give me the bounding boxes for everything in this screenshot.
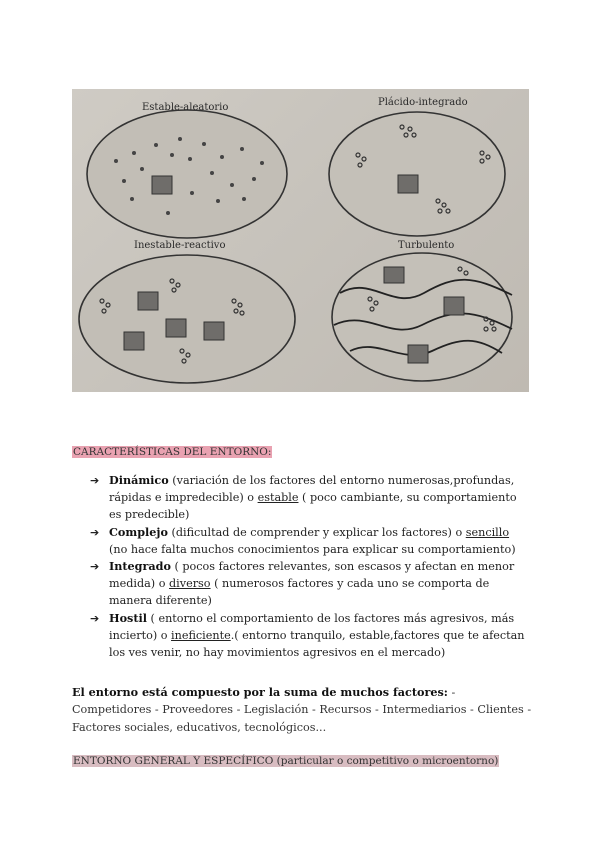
term: Complejo [109,524,168,539]
item-text: ( numerosos factores y cada uno se comporta de manera diferente) [109,577,490,608]
alt-term: sencillo [465,525,510,539]
square-tr [398,175,418,193]
arrow-icon: ➔ [90,474,100,487]
item-text: ( poco cambiante, su comportamiento es predecible) [109,491,517,522]
term: Dinámico [109,473,169,487]
alt-term: ineficiente [171,628,231,642]
label-placido-integrado: Plácido-integrado [378,97,468,108]
environment-types-diagram [72,89,529,392]
label-estable-aleatorio: Estable-aleatorio [142,102,229,113]
paragraph-lead: El entorno está compuesto por la suma de muchos factores: [72,685,448,699]
characteristics-list [90,472,530,661]
list-item [90,558,530,610]
item-text: ( pocos factores relevantes, son escasos y afectan en menor medida) o [109,560,515,591]
paragraph-rest: - Competidores - Proveedores - Legislación - Recursos - Intermediarios - Clientes - Factores sociales, educativos, tecnológicos... [72,686,532,734]
ellipse-inestable-reactivo [79,255,295,383]
section-heading-caracteristicas: CARACTERÍSTICAS DEL ENTORNO: [73,446,272,458]
ellipse-estable-aleatorio [87,110,287,238]
section-heading-entorno-general: ENTORNO GENERAL Y ESPECÍFICO (particular o competitivo o microentorno) [73,755,499,767]
arrow-icon: ➔ [90,525,100,539]
ellipse-placido-integrado [329,112,505,236]
factors-paragraph [72,684,532,736]
item-text: (no hace falta muchos conocimientos para explicar su comportamiento) [109,542,516,556]
item-text: .( entorno tranquilo, estable,factores que te afectan los ves venir, no hay movimientos agresivos en el mercado) [109,628,525,660]
alt-term: diverso [169,577,211,591]
label-turbulento: Turbulento [398,240,455,251]
item-text: (dificultad de comprender y explicar los factores) o [167,525,466,539]
arrow-icon: ➔ [90,611,100,625]
list-item [90,472,530,524]
list-item [90,524,530,558]
term: Integrado [109,559,171,574]
list-item [90,610,530,662]
alt-term: estable [257,491,299,505]
item-text: (variación de los factores del entorno numerosas,profundas, rápidas e impredecible) o [109,474,515,505]
item-text: ( entorno el comportamiento de los factores más agresivos, más incierto) o [109,611,515,642]
term: Hostil [109,610,147,625]
label-inestable-reactivo: Inestable-reactivo [134,240,226,251]
arrow-icon: ➔ [90,560,100,574]
square-tl [152,176,172,194]
